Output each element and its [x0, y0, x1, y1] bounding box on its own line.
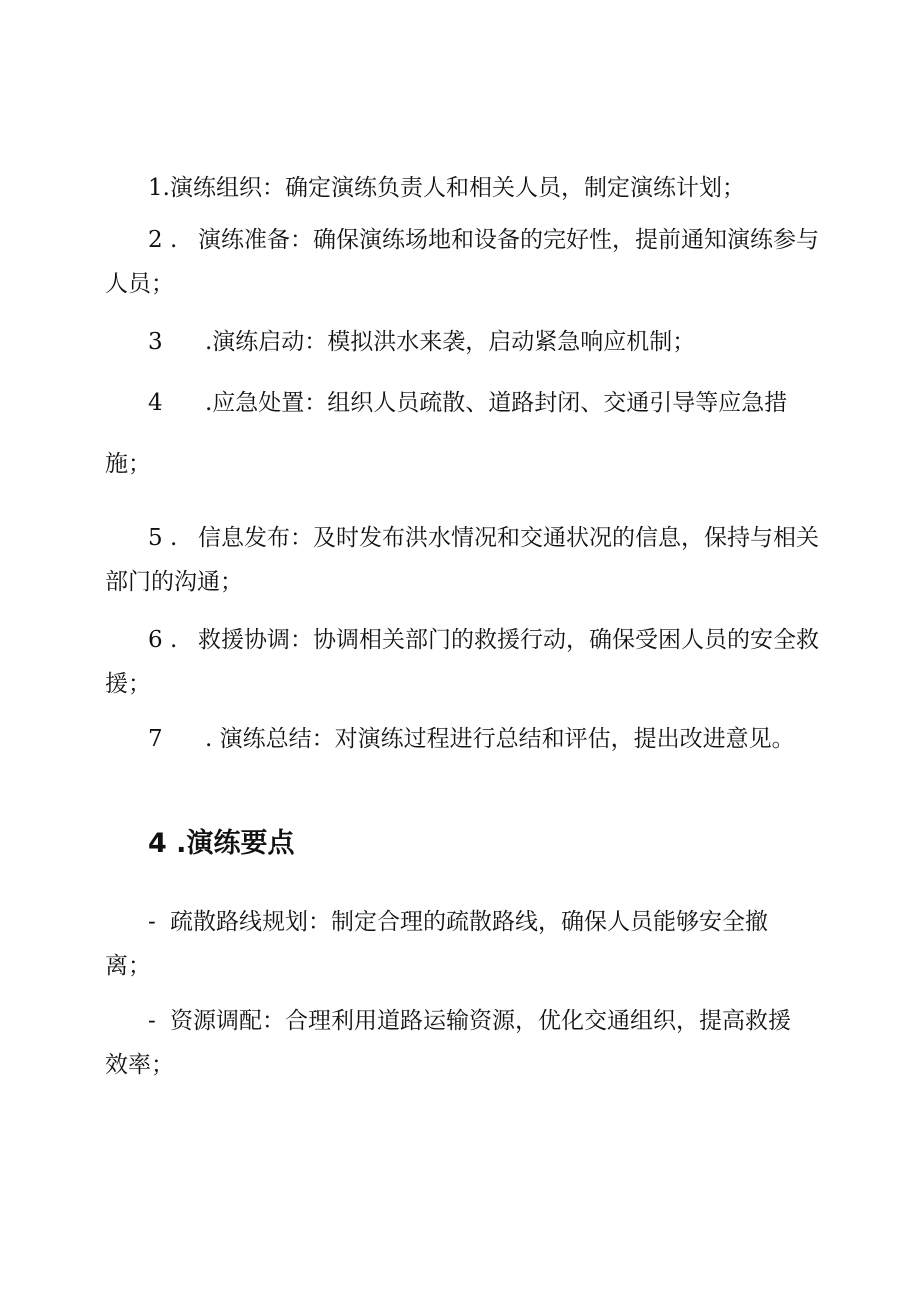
step-3	[105, 320, 820, 364]
step-1	[105, 166, 820, 210]
step-6-text-line2: 援；	[105, 671, 151, 697]
step-2-text-line2: 人员；	[105, 271, 174, 297]
step-7	[105, 717, 820, 761]
point-resource-allocation	[105, 999, 820, 1087]
step-1-text: 演练组织：确定演练负责人和相关人员，制定演练计划；	[169, 175, 745, 201]
step-5	[105, 516, 820, 604]
point-1-text-line2: 离；	[105, 953, 151, 979]
point-1-dash: -	[148, 909, 156, 935]
step-2-text-line1: 演练准备：确保演练场地和设备的完好性，提前通知演练参与	[198, 227, 819, 253]
step-3-text: .演练启动：模拟洪水来袭，启动紧急响应机制；	[205, 329, 696, 355]
step-6	[105, 618, 820, 706]
step-7-number: 7	[148, 726, 163, 752]
section-heading: 4 .演练要点	[148, 828, 295, 859]
step-5-text-line1: 信息发布：及时发布洪水情况和交通状况的信息，保持与相关	[198, 525, 819, 551]
step-5-number: 5 .	[148, 525, 178, 551]
step-2	[105, 218, 820, 306]
step-4-number: 4	[148, 390, 163, 416]
step-5-text-line2: 部门的沟通；	[105, 569, 243, 595]
point-2-dash: -	[148, 1008, 156, 1034]
point-evacuation-route	[105, 900, 820, 988]
step-6-text-line1: 救援协调：协调相关部门的救援行动，确保受困人员的安全救	[198, 627, 819, 653]
step-4-text-line1: .应急处置：组织人员疏散、道路封闭、交通引导等应急措	[205, 390, 788, 416]
point-2-text-line1: 资源调配：合理利用道路运输资源，优化交通组织，提高救援	[170, 1008, 791, 1034]
step-7-text: . 演练总结：对演练过程进行总结和评估，提出改进意见。	[205, 726, 795, 752]
point-1-text-line1: 疏散路线规划：制定合理的疏散路线，确保人员能够安全撤	[170, 909, 768, 935]
step-3-number: 3	[148, 329, 163, 355]
step-4	[105, 381, 820, 486]
step-4-text-line2: 施；	[105, 451, 151, 477]
step-1-number: 1.	[148, 175, 170, 201]
step-2-number: 2 .	[148, 227, 178, 253]
point-2-text-line2: 效率；	[105, 1052, 174, 1078]
step-6-number: 6 .	[148, 627, 178, 653]
